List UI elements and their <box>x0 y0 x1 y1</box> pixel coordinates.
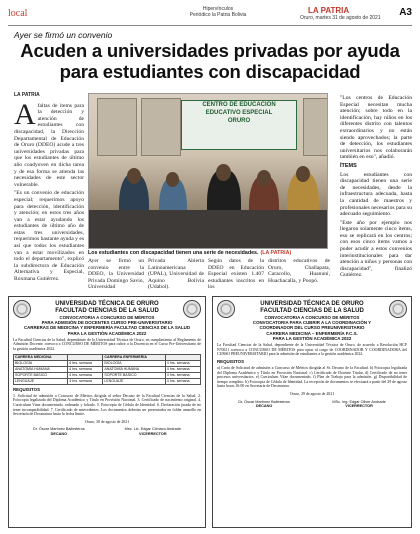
signatures: Dr. Óscar Martínez Ballesteros DECANO MSc. Ing. Edgar Oliver Andrade VICERRECTOR <box>238 399 386 408</box>
article-photo <box>88 93 328 249</box>
window-pane <box>141 98 181 156</box>
person-head <box>166 172 179 187</box>
person-head <box>296 166 310 182</box>
drop-cap: A <box>14 97 36 131</box>
courses-table: CARRERA MEDICINA CARRERA ENFERMERÍA BIOLOGÍA 4 hrs. semana BIOLOGÍA 4 hrs. semana ANATOMÍA HUMANA 4 hrs. semana ANATOMÍA HUMANA 4 hrs. semana SOPORTE BÁSICO 4 hrs. semana SOPORTE BÁSICO 4 hrs. semana LENGUAJE 4 hrs. semana LENGUAJE 4 hrs. semana <box>13 354 201 385</box>
article-column-5: Según datos de la DDEO en Educación Especial existen 1.407 estudiantes inscritos en los <box>208 258 264 291</box>
issue-date: Oruro, martes 31 de agosto de 2021 <box>300 15 381 21</box>
window-pane <box>303 98 328 156</box>
header-slogan: Hipervínculos Periódico la Patria Bolivia <box>189 6 247 18</box>
window-pane <box>97 98 137 156</box>
section-subhead: ÍTEMS <box>340 162 357 169</box>
photo-banner: CENTRO DE EDUCACIÓN EDUCATIVO ESPECIAL ORURO <box>181 100 297 150</box>
university-logo-icon <box>217 300 235 318</box>
table-row: SOPORTE BÁSICO 4 hrs. semana SOPORTE BÁSICO 4 hrs. semana <box>14 372 201 378</box>
article-headline: Acuden a universidades privadas por ayuda para estudiantes con discapacidad <box>20 40 400 82</box>
article-column-3: Ayer se firmó un convenio entre la DDEO, la Universidad Privada Domingo Savio, Universidad <box>88 258 144 291</box>
section-label: local <box>8 8 28 19</box>
article-column-6: distritos educativos de Oruro, Challapata, Caracollo, Huanuni, Huachacalla, y Poopó. <box>268 258 330 284</box>
photo-caption: Los estudiantes con discapacidad tienen una serie de necesidades. (LA PATRIA) <box>88 250 292 256</box>
university-logo-icon <box>13 300 31 318</box>
article-column-4: Privada Abierta Latinoamericana (UPAL), Universidad de Aquino Bolivia (Udabol). <box>148 258 204 291</box>
table-row: BIOLOGÍA 4 hrs. semana BIOLOGÍA 4 hrs. semana <box>14 360 201 366</box>
faculty-logo-icon <box>389 300 407 318</box>
table-row: LENGUAJE 4 hrs. semana LENGUAJE 4 hrs. semana <box>14 378 201 384</box>
faculty-logo-icon <box>183 300 201 318</box>
announcement-right: UNIVERSIDAD TÉCNICA DE ORURO FACULTAD CIENCIAS DE LA SALUD CONVOCATORIA A CONCURSO DE MÉRITOS CONVOCATORIA PARA CUBRIR A LA COORDINACIÓN Y COORDINADOR DEL CURSO PREUNIVERSITARIO CARRERA MEDICINA – ENFERMERÍA F.C.S. PARA LA GESTIÓN ACADÉMICA 2022 La Facultad Ciencias de la Salud, dependiente de la Universidad Técnica de Oruro, de acuerdo a Resolución HCF N°0021 convoca a CONCURSO DE MÉRITOS para optar al cargo de COORDINADOR Y COORDINADORA del CURSO PREUNIVERSITARIO para la admisión de estudiantes a la gestión académica 2022. REQUISITOS a) Carta de Solicitud de admisión a Concurso de Méritos dirigida al Sr. Decano de la Facultad. b) Fotocopia legalizada del Diploma Académico y Título en Provisión Nacional. c) Certificado de Docente Titular. d) Certificado de no tener procesos universitarios. e) Curriculum Vitae documentado. f) Plan de Trabajo para la admisión. g) Disponibilidad de tiempo completo. h) Fotocopia de Cédula de Identidad. La recepción de documentos se efectuará a partir del 29 de agosto hasta horas 16:00 en Secretaría de Decanatura. Oruro, 29 de agosto de 2021 Dr. Óscar Martínez Ballesteros DECANO MSc. Ing. Edgar Oliver Andrade VICERRECTOR <box>212 296 412 528</box>
article-column-right: "Los centros de Educación Especial necesitan mucha atención; sobre todo en la identificación, hay niños en los diferentes distrito con talentos extraordinarios y no están siendo aprovechados; la parte de detección, los estudiantes universitarios nos colaborarán también en eso", añadió. ÍTEMS Los estudiantes con discapacidad tienen una serie de necesidades, desde la infraestructura adecuada, hasta la cantidad de maestros y profesionales necesarios para su adecuado seguimiento. "Este año por ejemplo nos llegaron solamente cinco ítems, eso se replicará en los centros; con esos cinco ítems vamos a poder acudir a estos convenios interinstitucionales para dar atención a niños y personas con discapacidad", finalizó Gutiérrez. <box>340 95 412 279</box>
article-kicker: Ayer se firmó un convenio <box>14 30 113 40</box>
signatures: Dr. Óscar Martínez Ballesteros DECANO Msc. Lic. Edgar Clímaco Andrade VICERRECTOR <box>32 427 182 436</box>
header-divider <box>8 25 412 26</box>
table-row: ANATOMÍA HUMANA 4 hrs. semana ANATOMÍA HUMANA 4 hrs. semana <box>14 366 201 372</box>
person-head <box>216 164 231 181</box>
article-byline: LA PATRIA <box>14 92 40 98</box>
photo-table <box>89 210 328 248</box>
page-header <box>8 6 412 24</box>
announcement-left: UNIVERSIDAD TÉCNICA DE ORURO FACULTAD CIENCIAS DE LA SALUD CONVOCATORIA A CONCURSO DE MÉRITOS PARA ADMISIÓN DE DOCENTES CURSO PRE-UNIVERSITARIO CARRERAS DE MEDICINA Y ENFERMERÍA FACULTAD CIENCIAS DE LA SALUD PARA LA GESTIÓN ACADÉMICA 2022 La Facultad Ciencias de la Salud, dependiente de la Universidad Técnica de Oruro, en cumplimiento al Reglamento de Admisión Docente, convoca a CONCURSO DE MÉRITOS para cubrir a la Docencia en el Curso Pre-Universitario de la gestión académica 2022. CARRERA MEDICINA CARRERA ENFERMERÍA BIOLOGÍA 4 hrs. semana BIOLOGÍA 4 hrs. semana ANATOMÍA HUMANA 4 hrs. semana ANATOMÍA HUMANA 4 hrs. semana SOPORTE BÁSICO 4 hrs. semana SOPORTE BÁSICO 4 hrs. semana LENGUAJE 4 hrs. semana LENGUAJE 4 hrs. semana REQUISITOS 1. Solicitud de admisión a Concurso de Méritos dirigida al señor Decano de la Facultad Ciencias de la Salud. 2. Fotocopia legalizada del Diploma Académico y Título en Provisión Nacional. 3. Certificado de nacimiento original. 4. Curriculum Vitae documentado, ordenado y foliado. 5. Fotocopia de Cédula de Identidad. 6. Declaración jurada de no tener incompatibilidad. 7. Certificado de antecedentes. Los documentos deberán ser presentados en folder amarillo en Secretaría de Decanatura hasta la fecha límite. Oruro, 30 de agosto de 2021 Dr. Óscar Martínez Ballesteros DECANO Msc. Lic. Edgar Clímaco Andrade VICERRECTOR <box>8 296 206 528</box>
newspaper-name: LA PATRIA <box>308 6 350 15</box>
person-head <box>257 170 271 186</box>
page-number: A3 <box>399 7 412 18</box>
article-column-1: LA PATRIA Afaltas de items para la detección y atención de estudiantes con discapacidad, la Dirección Departamental de Educación de Oruro (DDEO) acude a tres universidades privadas para que los estudiantes de último año coadyuven en dicha tarea y de esa forma se atienda las necesidades de este sector vulnerable. "Es un convenio de educación especial; requerimos apoyo para detección, identificación y atención; en estos tres años van a estar ayudando los estudiantes de último año de estas tres universidades, requerimos bastante ayuda y es así que todos los estudiantes van a estar movilizados en todo el departamento", explicó la subdirectora de Educación Alternativa y Especial, Roxmana Gutiérrez. <box>14 92 84 283</box>
person-head <box>127 168 141 184</box>
